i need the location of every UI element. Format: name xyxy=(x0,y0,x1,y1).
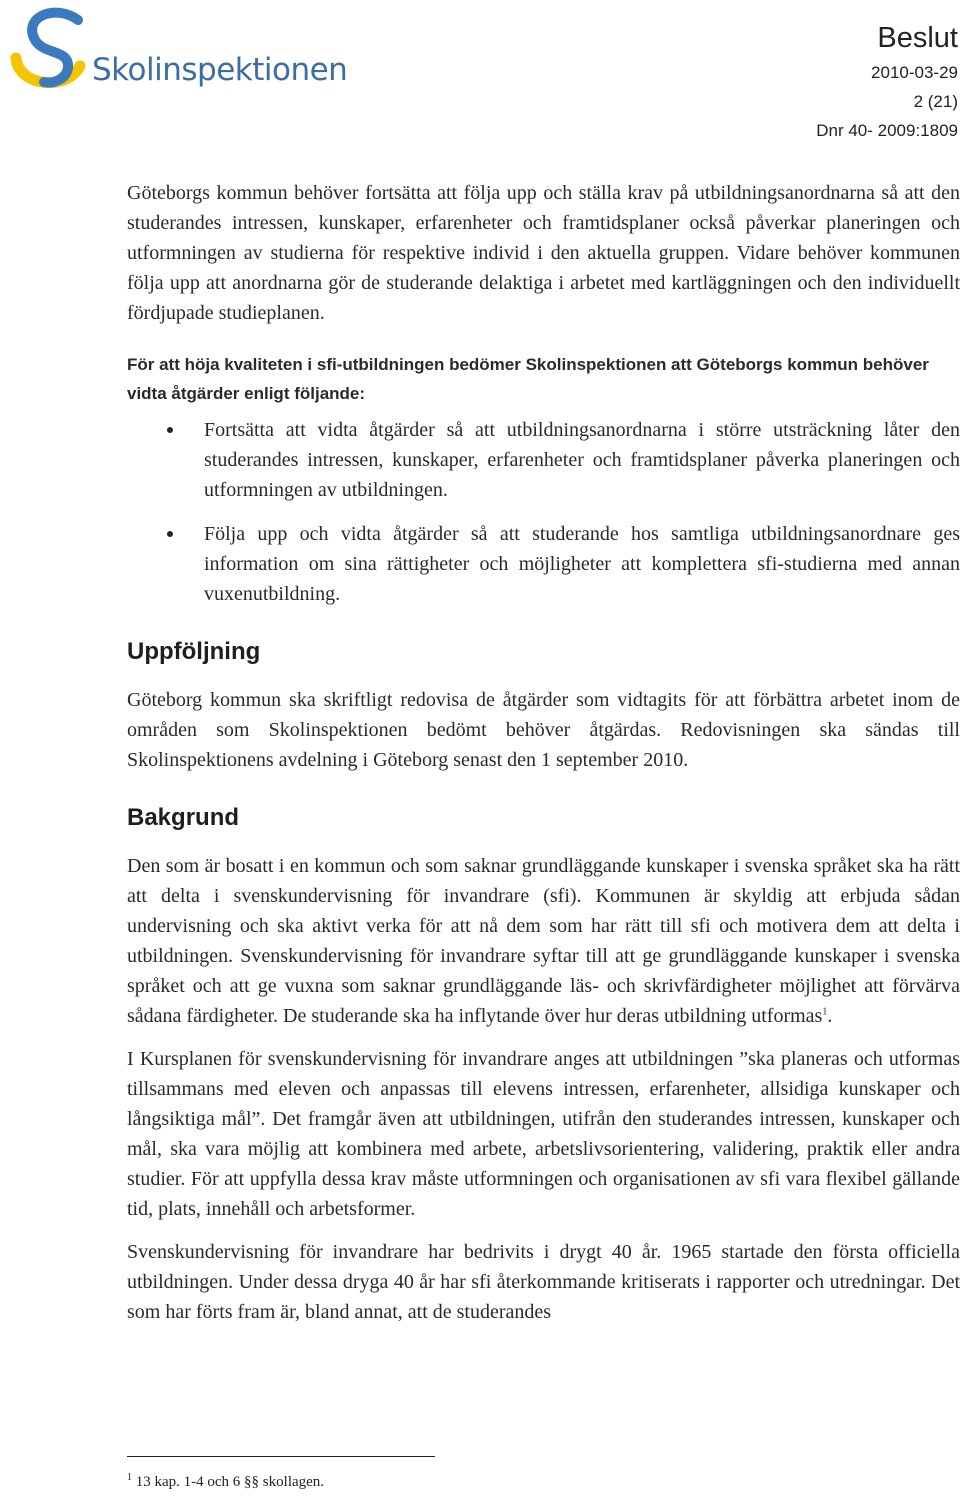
paragraph-end: . xyxy=(827,1005,833,1027)
footnote-text: 13 kap. 1-4 och 6 §§ skollagen. xyxy=(135,1474,325,1490)
paragraph-background-2: I Kursplanen för svenskundervisning för invandrare anges att utbildningen ”ska planeras och utformas tillsammans med eleven och anpassas till elevens intressen, erfarenheter, allsidiga kunskaper och långsiktiga mål”. Det framgår även att utbildningen, utifrån den studerandes intressen, kunskaper och mål, ska vara möjlig att kombinera med arbete, arbetslivsorientering, validering, praktik eller andra studier. För att uppfylla dessa krav måste utformningen och organisationen av sfi vara flexibel gällande tid, plats, innehåll och arbetsformer. xyxy=(127,1048,960,1220)
footnote xyxy=(127,1474,324,1491)
logo-wordmark: Skolinspektionen xyxy=(92,52,348,88)
heading-background: Bakgrund xyxy=(127,804,240,831)
bullet-icon xyxy=(167,427,173,433)
list-item xyxy=(127,519,960,609)
footnote-mark: 1 xyxy=(127,1472,132,1483)
document-body xyxy=(127,178,960,1327)
skolinspektionen-logo xyxy=(6,6,346,96)
paragraph-requirements: Göteborgs kommun behöver fortsätta att följa upp och ställa krav på utbildningsanordnarna så att den studerandes intressen, kunskaper, erfarenheter och framtidsplaner också påverkar planeringen och utformningen av studierna för respektive individ i den aktuella gruppen. Vidare behöver kommunen följa upp att anordnarna gör de studerande delaktiga i arbetet med kartläggningen och den individuellt fördjupade studieplanen. xyxy=(127,182,960,324)
heading-followup: Uppföljning xyxy=(127,638,261,665)
paragraph-background-3: Svenskundervisning för invandrare har bedrivits i drygt 40 år. 1965 startade den första officiella utbildningen. Under dessa dryga 40 år har sfi återkommande kritiserats i rapporter och utredningar. Det som har förts fram är, bland annat, att de studerandes xyxy=(127,1241,960,1323)
logo-swirl-icon xyxy=(6,6,96,96)
footnote-divider xyxy=(127,1456,435,1457)
list-item xyxy=(127,415,960,505)
paragraph-background-1 xyxy=(127,851,960,1031)
paragraph-followup: Göteborg kommun ska skriftligt redovisa de åtgärder som vidtagits för att förbättra arbetet inom de områden som Skolinspektionen bedömt behöver åtgärdas. Redovisningen ska sändas till Skolinspektionens avdelning i Göteborg senast den 1 september 2010. xyxy=(127,689,960,771)
list-item-text: Fortsätta att vidta åtgärder så att utbildningsanordnarna i större utsträckning låter den studerandes intressen, kunskaper, erfarenheter och framtidsplaner påverka planeringen och utformningen av utbildningen. xyxy=(204,419,960,501)
bullet-icon xyxy=(167,531,173,537)
measures-list xyxy=(127,415,960,609)
document-date: 2010-03-29 xyxy=(871,63,958,82)
paragraph-text: Den som är bosatt i en kommun och som saknar grundläggande kunskaper i svenska språket ska ha rätt att delta i svenskundervisning för invandrare (sfi). Kommunen är skyldig att erbjuda sådan undervisning och ska aktivt verka för att nå dem som har rätt till sfi och motivera dem att delta i utbildningen. Svenskundervisning för invandrare syftar till att ge grundläggande kunskaper i svenska språket och att ge vuxna som saknar grundläggande läs- och skrivfärdigheter möjlighet att förvärva sådana färdigheter. De studerande ska ha inflytande över hur deras utbildning utformas xyxy=(127,855,960,1027)
footnote-reference[interactable]: 1 xyxy=(822,1006,828,1018)
document-dnr: Dnr 40- 2009:1809 xyxy=(816,121,958,140)
list-item-text: Följa upp och vidta åtgärder så att studerande hos samtliga utbildningsanordnare ges information om sina rättigheter och möjligheter att komplettera sfi-studierna med annan vuxenutbildning. xyxy=(204,523,960,605)
document-meta xyxy=(816,18,958,145)
measures-lead: För att höja kvaliteten i sfi-utbildningen bedömer Skolinspektionen att Göteborgs kommun behöver vidta åtgärder enligt följande: xyxy=(127,355,929,403)
document-type: Beslut xyxy=(877,22,958,54)
page-number: 2 (21) xyxy=(913,92,958,111)
